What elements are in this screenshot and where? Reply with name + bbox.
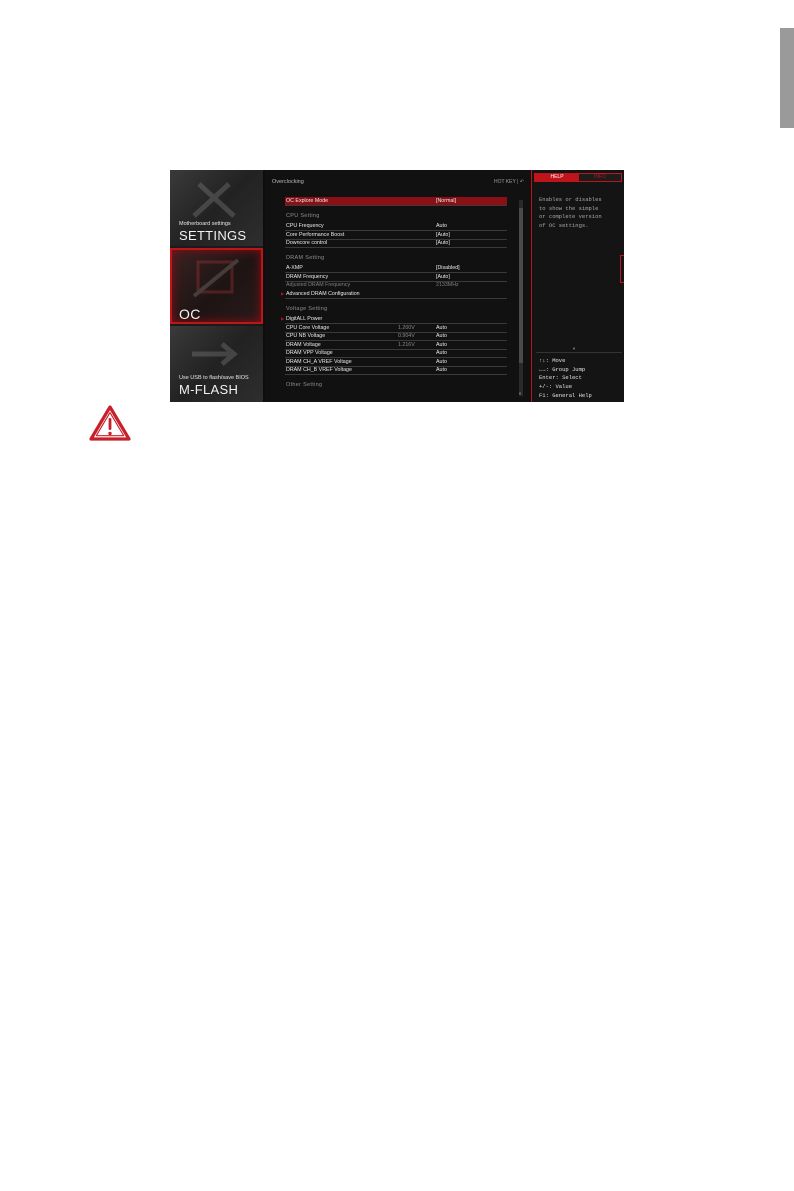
row-dram-chb-vref-voltage[interactable]: DRAM CH_B VREF Voltage Auto (285, 366, 507, 375)
key-group-jump: ←→: Group Jump (539, 365, 586, 373)
key-general-help: F1: General Help (539, 391, 592, 399)
left-nav (170, 170, 263, 402)
section-dram: DRAM Setting (286, 255, 325, 261)
help-divider (536, 352, 622, 353)
help-text: Enables or disables to show the simple or complete version of OC settings. (539, 196, 602, 230)
key-value: +/-: Value (539, 383, 573, 391)
key-legend (539, 357, 592, 401)
settings-title: SETTINGS (179, 228, 247, 243)
nav-oc[interactable] (170, 248, 263, 324)
breadcrumb: Overclocking (272, 179, 304, 185)
scrollbar[interactable] (519, 200, 523, 396)
row-core-performance-boost[interactable]: Core Performance Boost [Auto] (285, 231, 507, 240)
help-tabs (534, 173, 622, 182)
row-adjusted-dram-frequency: Adjusted DRAM Frequency 2133MHz (286, 282, 459, 288)
tab-info[interactable]: INFO (594, 174, 606, 180)
help-panel (531, 170, 624, 402)
key-move: ↑↓: Move (539, 357, 566, 364)
row-advanced-dram-configuration[interactable]: ▶ Advanced DRAM Configuration (285, 290, 507, 299)
side-tab (780, 28, 794, 128)
panel-edge-handle[interactable] (620, 255, 624, 283)
section-other: Other Setting (286, 382, 323, 388)
tools-icon (184, 176, 244, 220)
nav-settings[interactable] (170, 170, 263, 246)
settings-subtitle: Motherboard settings (179, 221, 231, 227)
row-cpu-frequency[interactable]: CPU Frequency Auto (285, 222, 507, 231)
section-voltage: Voltage Setting (286, 306, 328, 312)
mflash-title: M-FLASH (179, 382, 239, 397)
row-dram-voltage[interactable]: DRAM Voltage 1.216V Auto (285, 341, 507, 350)
scroll-down-icon[interactable]: ▼ (518, 391, 522, 396)
row-dram-vpp-voltage[interactable]: DRAM VPP Voltage Auto (285, 349, 507, 358)
help-scroll-down-icon[interactable]: ▼ (572, 346, 576, 351)
warning-icon (88, 404, 132, 442)
submenu-arrow-icon: ▶ (281, 316, 285, 321)
row-digitall-power[interactable]: ▶ DigitALL Power (285, 315, 507, 324)
row-oc-explore-mode[interactable]: OC Explore Mode [Normal] (285, 197, 507, 206)
key-select: Enter: Select (539, 374, 582, 382)
usb-icon (184, 332, 244, 376)
cpu-chip-icon (186, 256, 246, 300)
settings-panel (265, 170, 530, 402)
mflash-subtitle: Use USB to flash/save BIOS (179, 375, 249, 381)
row-cpu-nb-voltage[interactable]: CPU NB Voltage 0.904V Auto (285, 332, 507, 341)
bios-window (170, 170, 624, 402)
tab-help[interactable]: HELP (535, 174, 579, 181)
scrollbar-thumb[interactable] (519, 208, 523, 363)
section-cpu: CPU Setting (286, 213, 320, 219)
oc-title: OC (179, 306, 201, 322)
row-dram-frequency[interactable]: DRAM Frequency [Auto] (285, 273, 507, 282)
row-downcore-control[interactable]: Downcore control [Auto] (285, 239, 507, 248)
submenu-arrow-icon: ▶ (281, 290, 285, 296)
nav-mflash[interactable] (170, 326, 263, 402)
row-cpu-core-voltage[interactable]: CPU Core Voltage 1.200V Auto (285, 324, 507, 333)
hotkey-back[interactable]: HOT KEY | ↶ (493, 179, 524, 185)
row-a-xmp[interactable]: A-XMP [Disabled] (285, 264, 507, 273)
row-dram-cha-vref-voltage[interactable]: DRAM CH_A VREF Voltage Auto (285, 358, 507, 367)
